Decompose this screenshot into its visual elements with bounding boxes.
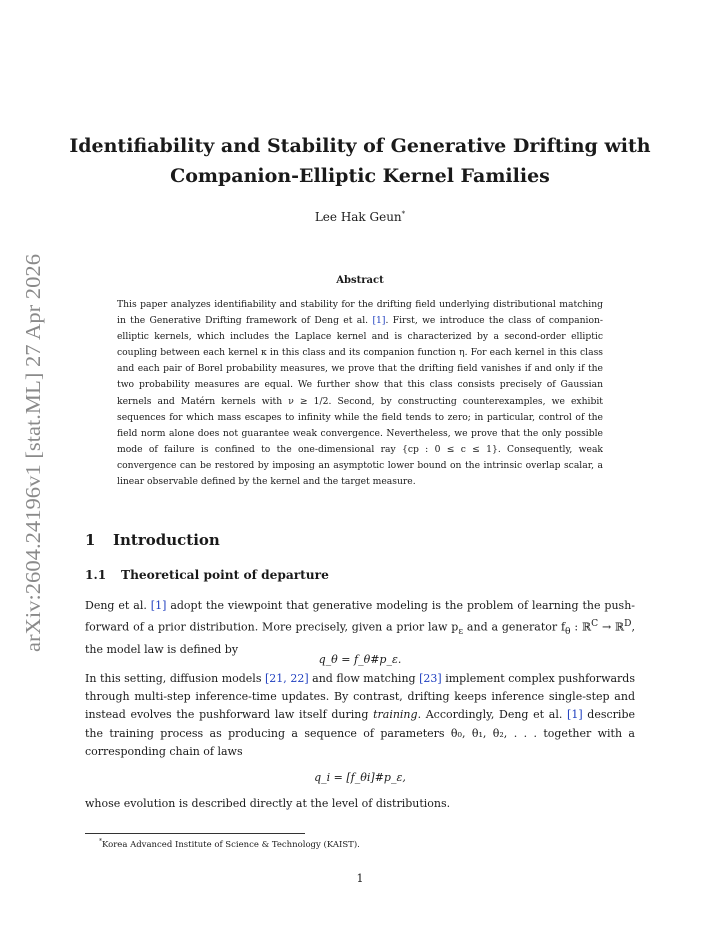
paragraph-text: . Accordingly, Deng et al. (417, 708, 568, 722)
paragraph-text: adopt the viewpoint that generative modeling is the problem of learning the push-forward of a prior distribution. More precisely, given a prior law p (85, 599, 636, 634)
subsection-heading (85, 568, 329, 582)
paragraph-text: : ℝ (570, 620, 592, 634)
arxiv-stamp-text: arXiv:2604.24196v1 [stat.ML] 27 Apr 2026 (21, 282, 45, 652)
paragraph-text: and flow matching (308, 672, 420, 685)
emphasis-text: training (373, 708, 418, 722)
author-line (60, 210, 660, 224)
math-superscript: D (624, 618, 632, 630)
paragraph-text: , the model law is defined by (85, 620, 636, 657)
abstract-text-part: . First, we introduce the class of companion-elliptic kernels, which includes the Laplace kernel and is characterized by a second-order elliptic coupling between each kernel κ in this class and its companion function η. For each kernel in this class and each pair of Borel probability measures, we prove that the drifting field vanishes if and only if the two probability measures are equal. We further show that this class consists precisely of Gaussian kernels and Matérn kernels with ν ≥ 1/2. Second, by constructing counterexamples, we exhibit sequences for which mass escapes to infinity while the field tends to zero; in particular, control of the field norm alone does not guarantee weak convergence. Nevertheless, we prove that the only possible mode of failure is confined to the one-dimensional ray {cp : 0 ≤ c ≤ 1}. Consequently, weak convergence can be restored by imposing an asymptotic lower bound on the intrinsic overlap scalar, a linear observable defined by the kernel and the target measure. (117, 315, 603, 488)
body-paragraph (85, 670, 635, 761)
subsection-title: Theoretical point of departure (121, 568, 329, 582)
footnote-text: Korea Advanced Institute of Science & Technology (KAIST). (102, 839, 360, 850)
author-name: Lee Hak Geun (314, 210, 402, 224)
math-subscript: ε (458, 626, 464, 638)
footnote (99, 838, 360, 850)
citation-link[interactable]: [1] (372, 315, 386, 327)
citation-link[interactable]: [1] (567, 708, 583, 722)
paragraph-text: Deng et al. (85, 599, 151, 612)
paragraph-text: implement complex pushforwards through multi-step inference-time updates. By contrast, drifting keeps inference single-step and instead evolves the pushforward law itself during (85, 672, 635, 722)
display-equation: q_i = [f_θi]#p_ε, (314, 771, 406, 784)
citation-link[interactable]: [23] (419, 672, 442, 685)
title-line-2: Companion-Elliptic Kernel Families (170, 165, 550, 187)
title-line-1: Identifiability and Stability of Generative Drifting with (69, 135, 651, 157)
math-superscript: C (591, 618, 599, 630)
body-paragraph: whose evolution is described directly at the level of distributions. (85, 797, 451, 810)
paper-title (60, 131, 660, 191)
page-number: 1 (356, 872, 364, 885)
citation-link[interactable]: [21, 22] (265, 672, 309, 685)
body-paragraph (85, 597, 635, 659)
arxiv-identifier-stamp (18, 252, 48, 652)
math-subscript: θ (565, 626, 571, 638)
abstract-text (117, 297, 603, 490)
paragraph-text: and a generator f (463, 620, 566, 634)
paragraph-text: describe the training process as producing a sequence of parameters θ₀, θ₁, θ₂, . . . together with a corresponding chain of laws (85, 708, 635, 758)
paragraph-text: → ℝ (598, 620, 625, 634)
citation-link[interactable]: [1] (150, 599, 167, 612)
abstract-heading: Abstract (336, 275, 384, 286)
subsection-number: 1.1 (85, 568, 107, 582)
display-equation: q_θ = f_θ#p_ε. (318, 653, 402, 666)
section-title: Introduction (113, 531, 220, 549)
abstract-text-part: This paper analyzes identifiability and stability for the drifting field underlying distributional matching in the Generative Drifting framework of Deng et al. (117, 299, 603, 327)
footnote-rule (85, 833, 305, 834)
section-heading (85, 531, 220, 549)
author-footnote-mark: * (401, 210, 406, 218)
footnote-mark: * (99, 838, 102, 845)
section-number: 1 (85, 531, 96, 549)
paragraph-text: In this setting, diffusion models (85, 672, 265, 685)
